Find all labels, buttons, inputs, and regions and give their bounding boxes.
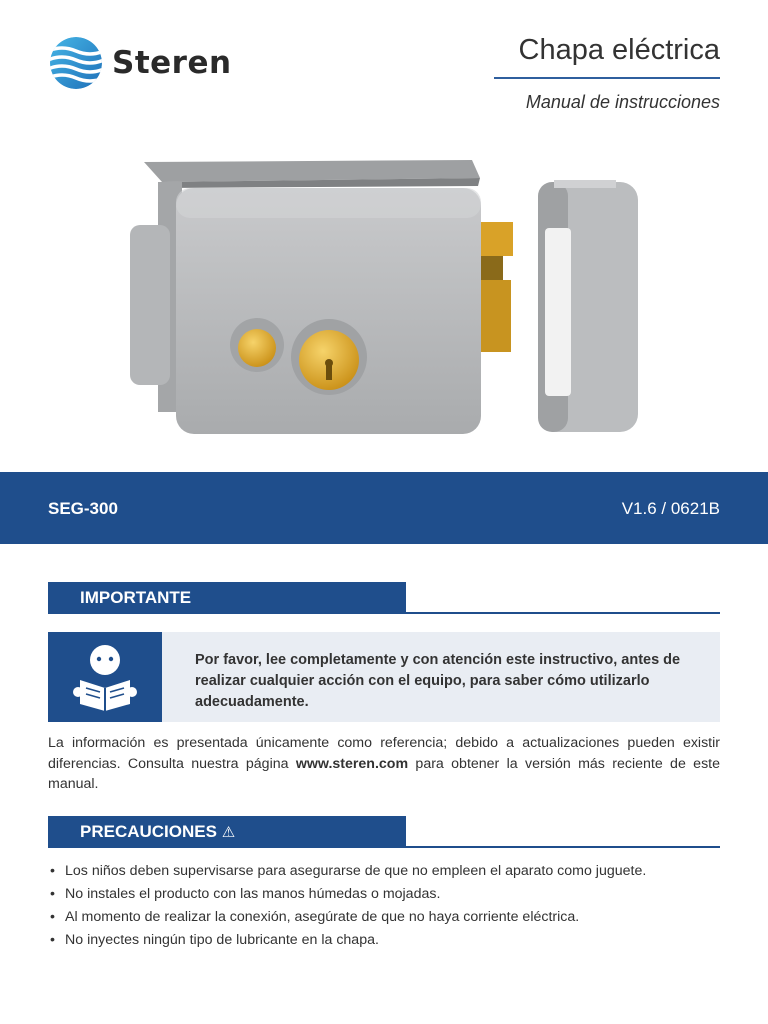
brand-name: Steren — [112, 45, 232, 81]
importante-heading: IMPORTANTE — [48, 582, 406, 614]
steren-logo-icon — [48, 36, 104, 90]
document-subtitle: Manual de instrucciones — [525, 92, 720, 112]
info-paragraph — [48, 733, 720, 795]
list-item: • Los niños deben supervisarse para asegurarse de que no empleen el aparato como juguete. — [48, 860, 738, 883]
title-divider — [494, 77, 720, 79]
precautions-list — [48, 860, 738, 952]
document-title: Chapa eléctrica — [518, 34, 720, 66]
list-item: • No instales el producto con las manos húmedas o mojadas. — [48, 883, 738, 906]
website-link[interactable]: www.steren.com — [295, 755, 409, 772]
steren-logo — [48, 36, 232, 90]
electric-lock-illustration — [120, 150, 650, 440]
warning-icon: ⚠ — [221, 823, 236, 841]
model-number: SEG-300 — [48, 499, 118, 518]
list-item: • Al momento de realizar la conexión, asegúrate de que no haya corriente eléctrica. — [48, 906, 738, 929]
version-code: V1.6 / 0621B — [621, 499, 720, 518]
info-text-before: La información es presentada únicamente como referencia; debido a actualizaciones pueden existir diferencias. Consulta nuestra página — [48, 735, 720, 772]
list-item: • No inyectes ningún tipo de lubricante en la chapa. — [48, 929, 738, 952]
precauciones-label: PRECAUCIONES — [80, 822, 217, 841]
importante-divider — [406, 612, 720, 614]
info-text-after: para obtener la versión más reciente de este manual. — [48, 755, 720, 792]
model-band — [0, 472, 768, 544]
precauciones-heading — [48, 816, 406, 848]
precauciones-divider — [406, 846, 720, 848]
reading-person-icon — [48, 632, 162, 722]
notice-text: Por favor, lee completamente y con atención este instructivo, antes de realizar cualquier acción con el equipo, para saber cómo utilizarlo adecuadamente. — [195, 652, 681, 710]
